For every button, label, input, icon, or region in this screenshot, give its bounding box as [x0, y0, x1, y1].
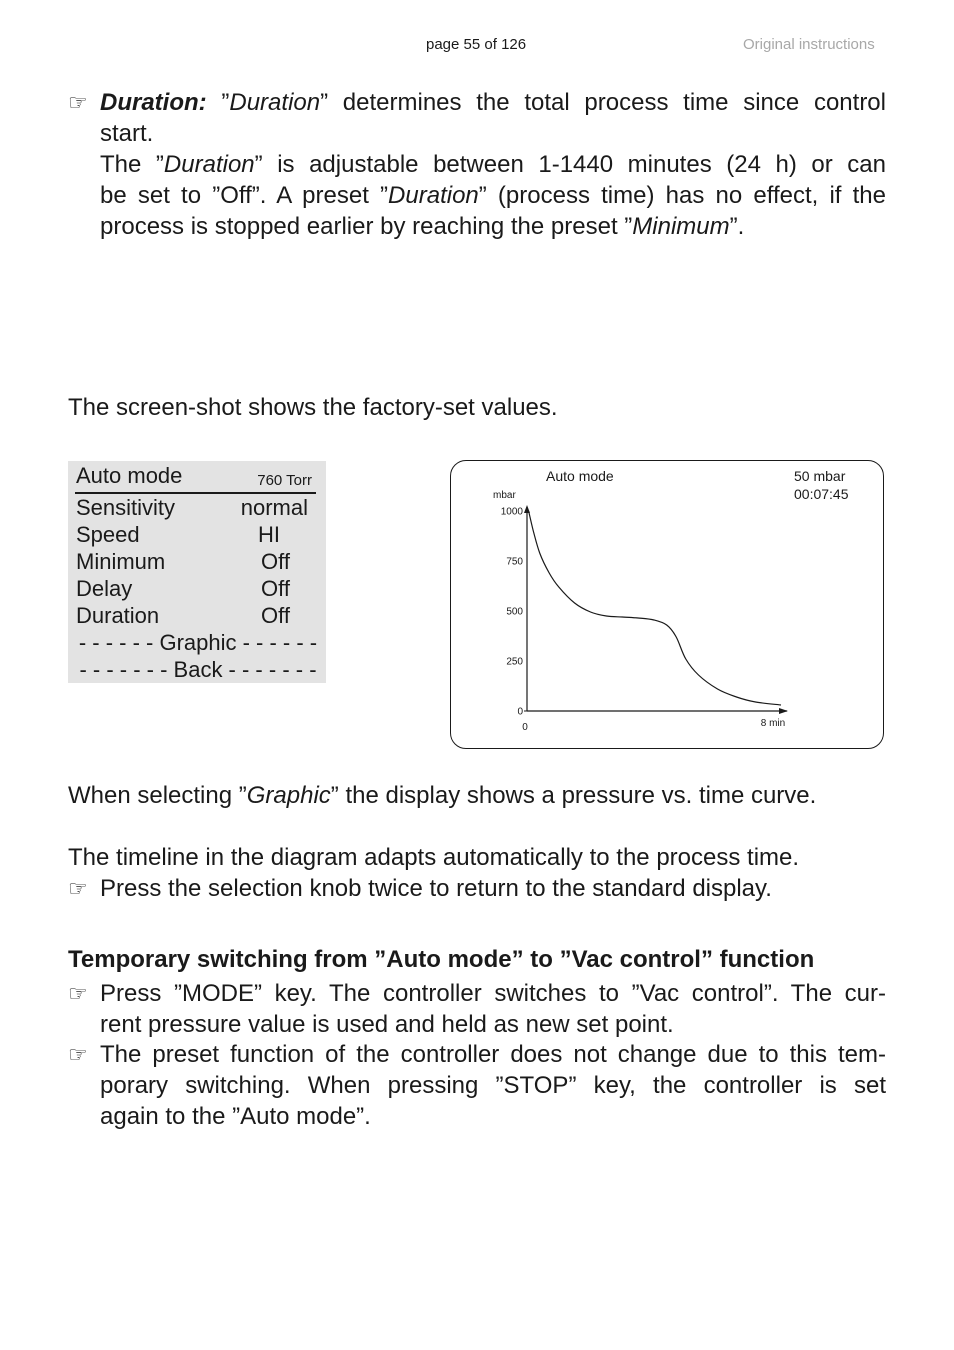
duration-line-2: start. — [100, 120, 154, 147]
menu-row-label: Minimum — [76, 549, 166, 574]
pressure-curve — [529, 511, 781, 705]
pointing-hand-icon: ☞ — [68, 876, 88, 901]
x-tick-label: 8 min — [760, 718, 786, 729]
y-tick-label: 1000 — [500, 506, 523, 518]
menu-title-divider — [75, 492, 316, 494]
menu-item-graphic: - - - - - - Graphic - - - - - - — [78, 630, 318, 655]
graphic-pressure-readout: 50 mbar — [794, 468, 846, 484]
pointing-hand-icon: ☞ — [68, 981, 88, 1006]
factory-values-text: The screen-shot shows the factory-set values. — [68, 394, 558, 421]
menu-row-sensitivity — [76, 495, 308, 522]
menu-title: Auto mode — [76, 463, 183, 488]
duration-line-4: be set to ”Off”. A preset ”Duration” (process time) has no effect, if the — [100, 182, 887, 209]
graphic-title: Auto mode — [546, 468, 614, 484]
mode-key-instruction: Press ”MODE” key. The controller switches to ”Vac control”. The cur- rent pressure value is used and held as new set point. — [100, 980, 886, 1038]
section-heading: Temporary switching from ”Auto mode” to ”Vac control” function — [68, 946, 815, 973]
pressure-time-chart — [451, 461, 885, 750]
duration-description — [100, 87, 886, 242]
menu-row-label: Sensitivity — [76, 495, 176, 520]
menu-row-value: Off — [261, 603, 290, 628]
menu-row-value: HI — [258, 522, 280, 547]
menu-item-back: - - - - - - - Back - - - - - - - — [79, 657, 317, 682]
pointing-hand-icon: ☞ — [68, 90, 88, 115]
pressure-graphic-screenshot — [450, 460, 884, 749]
knob-instruction: Press the selection knob twice to return to the standard display. — [100, 875, 772, 902]
menu-row-label: Speed — [76, 522, 140, 547]
menu-row-value: Off — [261, 576, 290, 601]
menu-row-label: Duration — [76, 603, 160, 628]
x-axis-arrow — [779, 708, 788, 714]
y-tick-label: 500 — [506, 606, 523, 618]
y-tick-label: 0 — [517, 706, 523, 718]
graphic-time-readout: 00:07:45 — [794, 486, 849, 502]
preset-function-note: The preset function of the controller does not change due to this tem- porary switching. When pressing ”STOP” key, the controller is set again to the ”Auto mode”. — [100, 1041, 886, 1130]
timeline-text: The timeline in the diagram adapts automatically to the process time. — [68, 844, 800, 871]
menu-row-delay — [76, 576, 308, 603]
duration-line-5: process is stopped earlier by reaching the preset ”Minimum”. — [100, 213, 745, 240]
page-number: page 55 of 126 — [426, 36, 527, 53]
document-type-label: Original instructions — [743, 36, 875, 53]
menu-row-minimum — [76, 549, 308, 576]
duration-line-3: The ”Duration” is adjustable between 1-1440 minutes (24 h) or can — [100, 151, 887, 178]
menu-row-value: normal — [240, 495, 308, 520]
y-tick-label: 250 — [506, 656, 523, 668]
auto-mode-menu-screenshot — [68, 461, 326, 683]
pointing-hand-icon: ☞ — [68, 1042, 88, 1067]
menu-pressure-readout: 760 Torr — [257, 472, 312, 489]
y-tick-label: 750 — [506, 556, 523, 568]
menu-row-duration — [76, 603, 308, 630]
menu-row-value: Off — [261, 549, 290, 574]
menu-row-label: Delay — [76, 576, 133, 601]
graphic-selection-text: When selecting ”Graphic” the display shows a pressure vs. time curve. — [68, 782, 817, 809]
y-axis-label: mbar — [493, 490, 516, 501]
menu-row-speed — [76, 522, 308, 549]
x-tick-label: 0 — [522, 722, 528, 733]
duration-line-1: Duration: ”Duration” determines the total process time since control — [100, 89, 886, 116]
